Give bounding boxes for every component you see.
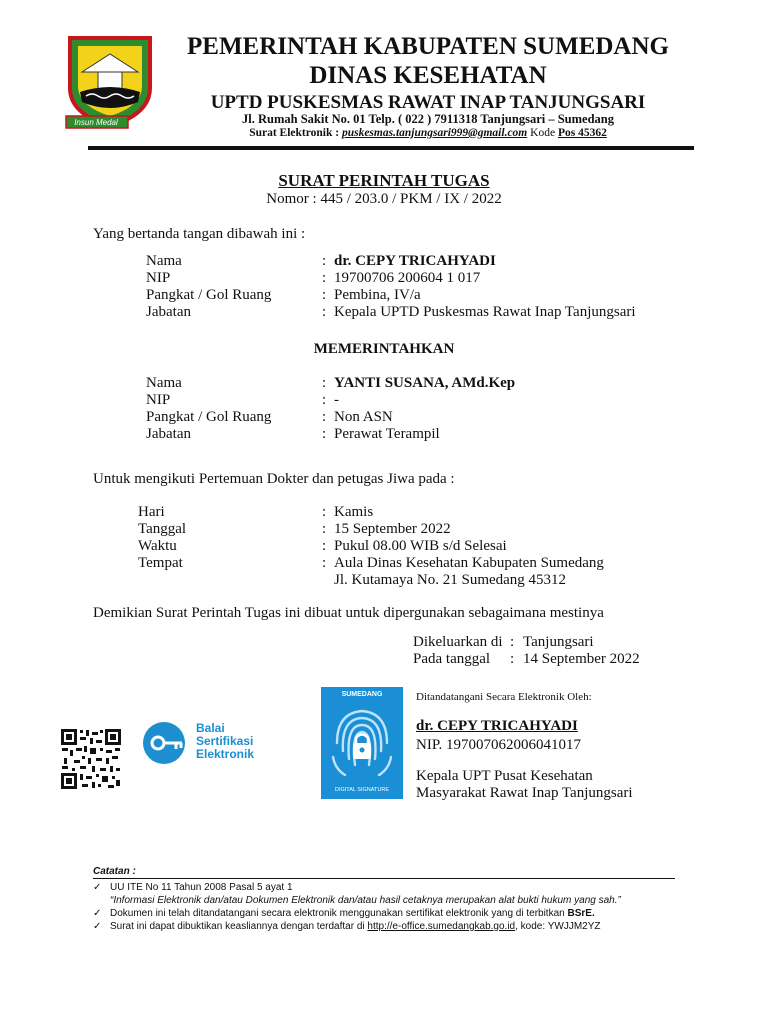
signer-rank-colon: :: [322, 287, 327, 303]
logo-banner-text: Insun Medal: [74, 118, 118, 127]
purpose-text: Untuk mengikuti Pertemuan Dokter dan petugas Jiwa pada :: [93, 471, 455, 487]
bsre-text-line-3: Elektronik: [196, 747, 255, 761]
assignee-name-value: YANTI SUSANA, AMd.Kep: [334, 375, 516, 391]
event-day-value: Kamis: [334, 504, 374, 520]
event-date-label: Tanggal: [138, 521, 187, 537]
assignee-rank-label: Pangkat / Gol Ruang: [146, 409, 272, 425]
notes-title: Catatan :: [93, 866, 136, 877]
letterhead-line-1: PEMERINTAH KABUPATEN SUMEDANG: [187, 33, 669, 60]
letterhead-line-3: UPTD PUSKESMAS RAWAT INAP TANJUNGSARI: [210, 92, 646, 113]
email-label: Surat Elektronik :: [249, 127, 340, 139]
issued-date-label: Pada tanggal: [413, 651, 491, 667]
event-place-colon: :: [322, 555, 327, 571]
note-3-code: , kode: YWJJM2YZ: [515, 921, 601, 932]
bsre-text-line-2: Sertifikasi: [196, 734, 254, 748]
intro-text: Yang bertanda tangan dibawah ini :: [93, 226, 306, 242]
issued-date-value: 14 September 2022: [523, 651, 640, 667]
sumedang-logo-emblem: [64, 32, 156, 132]
note-1-text: UU ITE No 11 Tahun 2008 Pasal 5 ayat 1: [110, 882, 293, 893]
assignee-name-label: Nama: [146, 375, 182, 391]
note-1-check-icon: ✓: [93, 882, 102, 893]
email-address: puskesmas.tanjungsari999@gmail.com: [341, 127, 528, 139]
letterhead-contact: [160, 127, 696, 139]
notes-divider: [93, 878, 675, 879]
event-time-label: Waktu: [138, 538, 177, 554]
note-2-text: [110, 908, 595, 919]
assignee-position-value: Perawat Terampil: [334, 426, 440, 442]
event-date-colon: :: [322, 521, 327, 537]
event-place-value: Aula Dinas Kesehatan Kabupaten Sumedang: [334, 555, 604, 571]
signer-position-colon: :: [322, 304, 327, 320]
signer-name-colon: :: [322, 253, 327, 269]
document-title: SURAT PERINTAH TUGAS: [278, 171, 490, 190]
signer-signature-name: dr. CEPY TRICAHYADI: [416, 718, 578, 734]
signer-position-value: Kepala UPTD Puskesmas Rawat Inap Tanjungsari: [334, 304, 636, 320]
event-date-value: 15 September 2022: [334, 521, 451, 537]
assignee-nip-colon: :: [322, 392, 327, 408]
signed-by-label: Ditandatangani Secara Elektronik Oleh:: [416, 691, 592, 703]
note-2-main: Dokumen ini telah ditandatangani secara elektronik menggunakan sertifikat elektronik yang di terbitkan: [110, 908, 565, 919]
issued-place-label: Dikeluarkan di: [413, 634, 503, 650]
issued-place-value: Tanjungsari: [523, 634, 594, 650]
event-day-label: Hari: [138, 504, 165, 520]
postal-code: Pos 45362: [557, 127, 607, 139]
fingerprint-lock-icon: [327, 703, 397, 781]
note-2-check-icon: ✓: [93, 908, 102, 919]
note-1-quote: “Informasi Elektronik dan/atau Dokumen Elektronik dan/atau hasil cetaknya merupakan alat bukti hukum yang sah.”: [110, 895, 621, 906]
bsre-text-line-1: Balai: [196, 721, 225, 735]
bsre-key-icon: [142, 720, 194, 766]
event-time-colon: :: [322, 538, 327, 554]
note-2-bsre: BSrE.: [567, 908, 595, 919]
e-office-link[interactable]: http://e-office.sumedangkab.go.id: [367, 921, 516, 932]
postal-label: Kode: [530, 127, 556, 139]
letterhead-divider: [88, 146, 694, 150]
note-3-main: Surat ini dapat dibuktikan keasliannya dengan terdaftar di: [110, 921, 365, 932]
signer-signature-nip: NIP. 197007062006041017: [416, 737, 582, 753]
signer-rank-value: Pembina, IV/a: [334, 287, 421, 303]
closing-text: Demikian Surat Perintah Tugas ini dibuat untuk dipergunakan sebagaimana mestinya: [93, 605, 604, 621]
assignee-rank-value: Non ASN: [334, 409, 393, 425]
digital-signature-badge: [321, 687, 403, 799]
event-place-address: Jl. Kutamaya No. 21 Sumedang 45312: [334, 572, 567, 588]
signer-nip-colon: :: [322, 270, 327, 286]
assignee-name-colon: :: [322, 375, 327, 391]
qr-code: [60, 728, 122, 790]
event-place-label: Tempat: [138, 555, 183, 571]
assignee-position-colon: :: [322, 426, 327, 442]
badge-top-text: SUMEDANG: [341, 691, 383, 698]
letterhead-line-2: DINAS KESEHATAN: [309, 62, 547, 89]
issued-place-colon: :: [510, 634, 515, 650]
signer-rank-label: Pangkat / Gol Ruang: [146, 287, 272, 303]
signer-signature-position-1: Kepala UPT Pusat Kesehatan: [416, 768, 593, 784]
signer-name-label: Nama: [146, 253, 182, 269]
assignee-position-label: Jabatan: [146, 426, 191, 442]
signer-name-value: dr. CEPY TRICAHYADI: [334, 253, 496, 269]
event-time-value: Pukul 08.00 WIB s/d Selesai: [334, 538, 507, 554]
note-3-check-icon: ✓: [93, 921, 102, 932]
issued-date-colon: :: [510, 651, 515, 667]
assignee-nip-value: -: [334, 392, 339, 408]
badge-bottom-text: DIGITAL SIGNATURE: [335, 787, 389, 793]
assignee-rank-colon: :: [322, 409, 327, 425]
note-3-text: [110, 921, 601, 932]
letterhead-address: Jl. Rumah Sakit No. 01 Telp. ( 022 ) 7911318 Tanjungsari – Sumedang: [242, 112, 614, 126]
signer-nip-label: NIP: [146, 270, 171, 286]
signer-nip-value: 19700706 200604 1 017: [334, 270, 481, 286]
signer-position-label: Jabatan: [146, 304, 191, 320]
document-number: Nomor : 445 / 203.0 / PKM / IX / 2022: [266, 191, 502, 207]
signer-signature-position-2: Masyarakat Rawat Inap Tanjungsari: [416, 785, 633, 801]
assignee-nip-label: NIP: [146, 392, 171, 408]
event-day-colon: :: [322, 504, 327, 520]
command-heading: MEMERINTAHKAN: [313, 341, 455, 357]
